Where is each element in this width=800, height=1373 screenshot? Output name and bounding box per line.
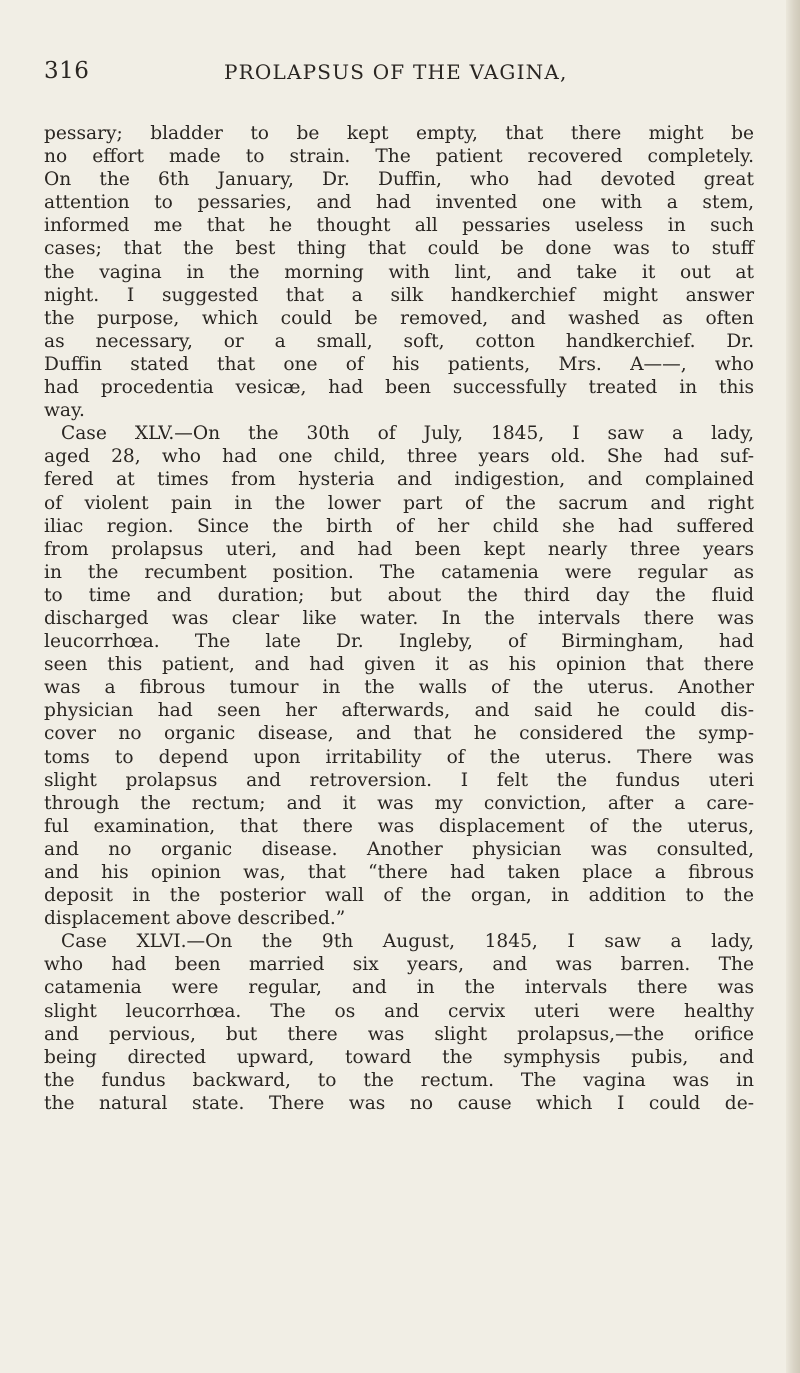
text-line: ful examination, that there was displacement of the uterus, [44, 815, 754, 837]
text-line: and no organic disease. Another physician was consulted, [44, 838, 754, 860]
text-line: cases; that the best thing that could be done was to stuff [44, 238, 754, 260]
text-line: the fundus backward, to the rectum. The vagina was in [44, 1069, 754, 1091]
text-line: slight prolapsus and retroversion. I felt the fundus uteri [44, 769, 754, 791]
text-line: aged 28, who had one child, three years old. She had suf- [44, 446, 754, 468]
text-line: cover no organic disease, and that he considered the symp- [44, 723, 754, 745]
text-line: who had been married six years, and was barren. The [44, 954, 754, 976]
text-line: of violent pain in the lower part of the sacrum and right [44, 492, 754, 514]
text-line: was a fibrous tumour in the walls of the uterus. Another [44, 677, 754, 699]
text-line: catamenia were regular, and in the intervals there was [44, 977, 754, 999]
body-text [44, 122, 754, 1115]
text-line: iliac region. Since the birth of her child she had suffered [44, 515, 754, 537]
text-line: slight leucorrhœa. The os and cervix uteri were healthy [44, 1000, 754, 1022]
text-line: informed me that he thought all pessaries useless in such [44, 215, 754, 237]
text-line: in the recumbent position. The catamenia were regular as [44, 561, 754, 583]
text-line: and pervious, but there was slight prolapsus,—the orifice [44, 1023, 754, 1045]
text-line: the natural state. There was no cause which I could de- [44, 1092, 754, 1114]
text-line: being directed upward, toward the symphysis pubis, and [44, 1046, 754, 1068]
text-line: discharged was clear like water. In the intervals there was [44, 607, 754, 629]
text-line: the vagina in the morning with lint, and take it out at [44, 261, 754, 283]
text-line: seen this patient, and had given it as his opinion that there [44, 654, 754, 676]
text-line: displacement above described.” [44, 908, 346, 930]
text-line: the purpose, which could be removed, and washed as often [44, 307, 754, 329]
text-line: way. [44, 400, 85, 422]
text-line: deposit in the posterior wall of the organ, in addition to the [44, 885, 754, 907]
text-line: through the rectum; and it was my conviction, after a care- [44, 792, 754, 814]
text-line: attention to pessaries, and had invented one with a stem, [44, 192, 754, 214]
page-edge-shadow [786, 0, 800, 1373]
text-line: physician had seen her afterwards, and said he could dis- [44, 700, 754, 722]
text-line: On the 6th January, Dr. Duffin, who had devoted great [44, 169, 754, 191]
text-line: and his opinion was, that “there had taken place a fibrous [44, 862, 754, 883]
text-line: Case XLV.—On the 30th of July, 1845, I saw a lady, [61, 423, 754, 445]
text-line: toms to depend upon irritability of the uterus. There was [44, 746, 754, 768]
page-header [44, 58, 744, 92]
text-line: no effort made to strain. The patient recovered completely. [44, 146, 754, 168]
text-line: from prolapsus uteri, and had been kept nearly three years [44, 538, 754, 560]
text-line: pessary; bladder to be kept empty, that there might be [44, 123, 754, 144]
text-line: had procedentia vesicæ, had been successfully treated in this [44, 377, 754, 399]
text-line: to time and duration; but about the third day the fluid [44, 584, 754, 606]
text-line: night. I suggested that a silk handkerchief might answer [44, 284, 754, 306]
text-line: fered at times from hysteria and indigestion, and complained [44, 469, 754, 491]
page-number: 316 [44, 58, 90, 84]
text-line: Duffin stated that one of his patients, Mrs. A——, who [44, 353, 754, 375]
text-line: Case XLVI.—On the 9th August, 1845, I saw a lady, [61, 931, 754, 953]
text-line: as necessary, or a small, soft, cotton handkerchief. Dr. [44, 330, 754, 352]
text-line: leucorrhœa. The late Dr. Ingleby, of Birmingham, had [44, 631, 754, 653]
running-head: PROLAPSUS OF THE VAGINA, [224, 60, 568, 84]
